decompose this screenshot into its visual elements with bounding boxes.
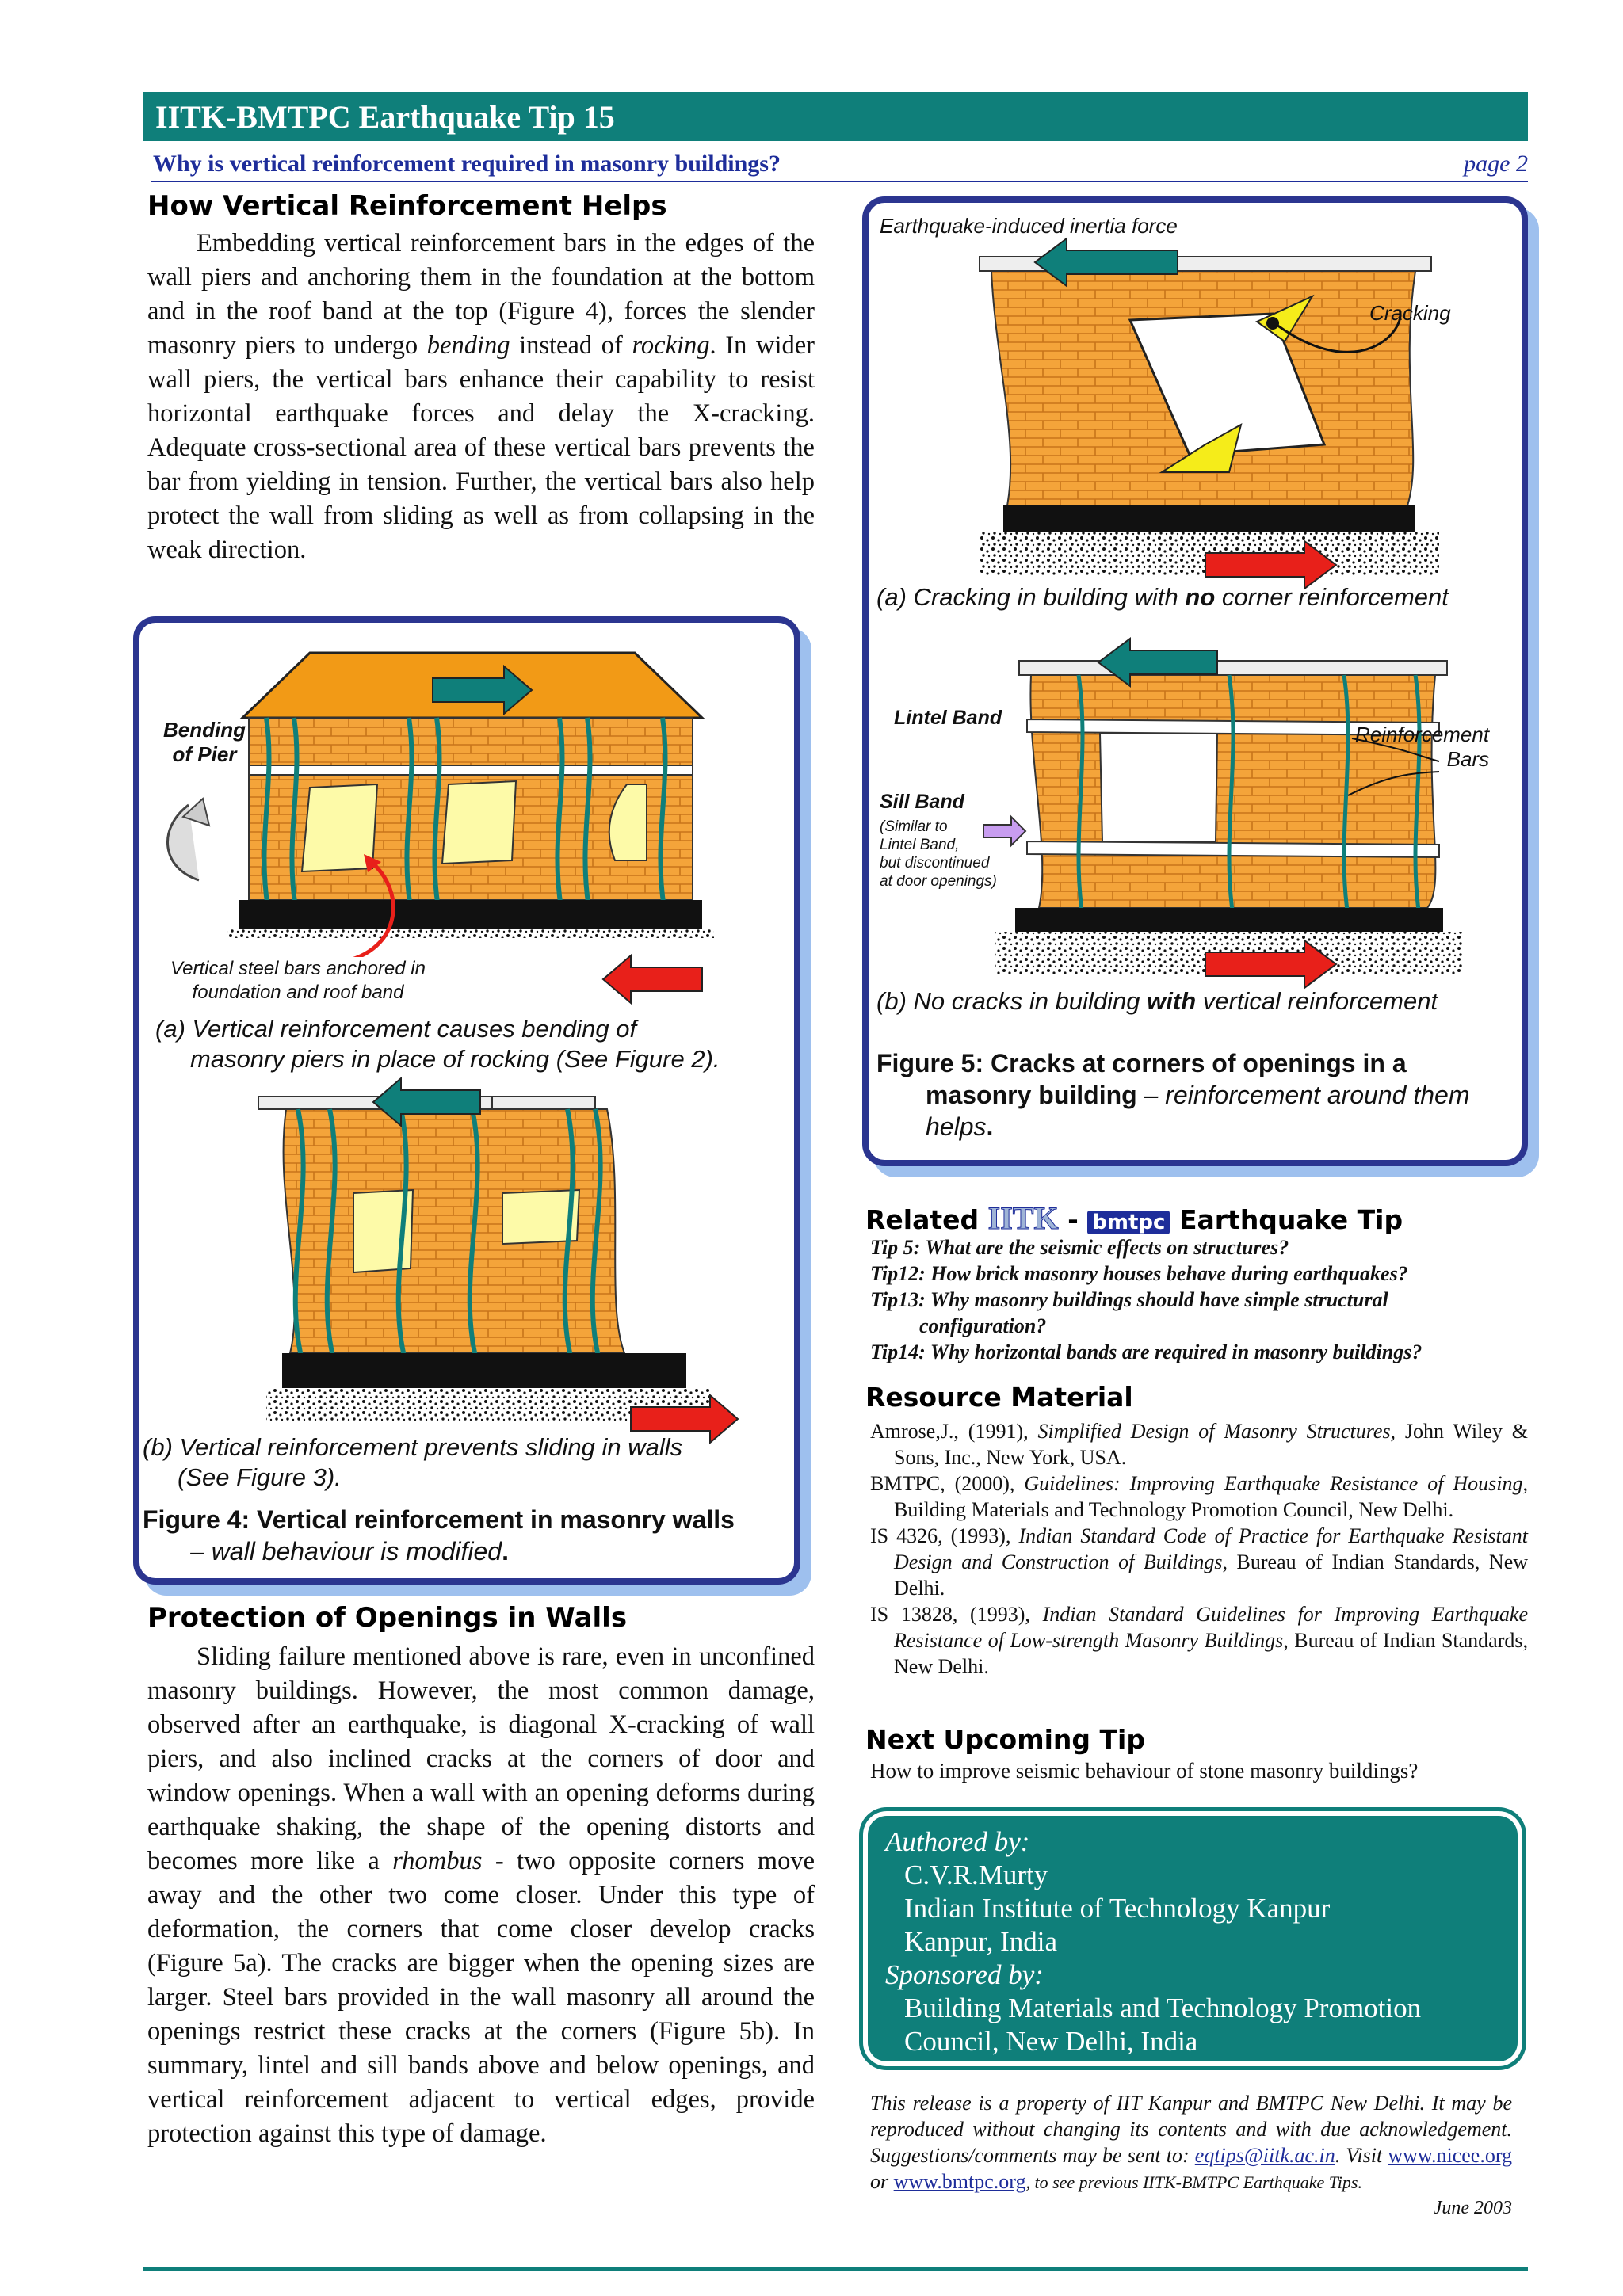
label-line: Reinforcement bbox=[1355, 723, 1490, 746]
resource-list bbox=[870, 1418, 1528, 1680]
title-dot: . bbox=[986, 1112, 994, 1141]
caption-line: (a) Vertical reinforcement causes bending of bbox=[155, 1015, 637, 1043]
related-post: Earthquake Tip bbox=[1178, 1204, 1403, 1235]
resource-heading: Resource Material bbox=[865, 1382, 1133, 1413]
page-number: page 2 bbox=[1464, 151, 1528, 177]
section1-paragraph bbox=[147, 227, 815, 567]
section2-body bbox=[147, 1640, 815, 2151]
list-item: Tip 5: What are the seismic effects on structures? bbox=[870, 1236, 1289, 1259]
author-box bbox=[868, 1816, 1518, 2061]
text: - two opposite corners move away and the other two come closer. Under this type of deformation, the corners that come closer develop cracks (Figure 5a). The cracks are bigger when the opening sizes are larger. Steel bars provided in the wall masonry all around the openings restrict these cracks at the corners (Figure 5b). In summary, lintel and sill bands above and below openings, and vertical reinforcement adjacent to vertical edges, provide protection against this type of damage. bbox=[147, 1847, 815, 2148]
related-heading bbox=[865, 1199, 1403, 1237]
text: Sliding failure mentioned above is rare, even in unconfined masonry buildings. However, the most common damage, observed after an earthquake, is diagonal X-cracking of wall piers, and also inclined cracks at the corners of door and window openings. When a wall with an opening deforms during earthquake shaking, the shape of the opening distorts and becomes more like a bbox=[147, 1642, 815, 1875]
text: Simplified Design of Masonry Structures, bbox=[1037, 1420, 1396, 1443]
caption-bold: with bbox=[1147, 987, 1197, 1015]
caption-line: (b) Vertical reinforcement prevents sliding in walls bbox=[143, 1433, 683, 1461]
em-bending: bending bbox=[426, 331, 510, 360]
foundation bbox=[239, 900, 702, 929]
list-item bbox=[870, 1523, 1528, 1601]
note-line: Lintel Band, bbox=[880, 837, 960, 853]
lintel-band bbox=[249, 765, 693, 775]
sponsor-line: Building Materials and Technology Promotion bbox=[904, 1993, 1422, 2023]
note-line: but discontinued bbox=[880, 855, 990, 871]
figure-4-title bbox=[143, 1504, 735, 1567]
em-rhombus: rhombus bbox=[392, 1847, 483, 1875]
text: Indian Standard Guidelines for Improving Earthquake Resistance of Low-strength Masonry Buildings bbox=[894, 1603, 1528, 1652]
text: Indian Standard Code of Practice for Earthquake Resistant Design and Construction of Buildings bbox=[894, 1524, 1528, 1573]
caption-text: corner reinforcement bbox=[1215, 583, 1449, 611]
list-item bbox=[870, 1418, 1528, 1470]
note-text: or bbox=[870, 2170, 894, 2193]
list-item: configuration? bbox=[919, 1314, 1047, 1337]
title-line: Figure 4: Vertical reinforcement in masonry walls bbox=[143, 1505, 735, 1534]
next-tip-text: How to improve seismic behaviour of stone masonry buildings? bbox=[870, 1759, 1419, 1783]
sill-band bbox=[1027, 841, 1439, 857]
text: , Bureau of Indian Standards, New Delhi. bbox=[894, 1550, 1529, 1600]
text: . In wider wall piers, the vertical bars enhance their capability to resist horizontal earthquake forces and delay the X-cracking. Adequate cross-sectional area of these vertical bars prevents the bar from yielding in tension. Further, the vertical bars also help protect the wall from sliding as well as from collapsing in the weak direction. bbox=[147, 331, 815, 564]
bmtpc-logo: bmtpc bbox=[1087, 1211, 1170, 1234]
title-line: – wall behaviour is modified bbox=[190, 1537, 502, 1566]
section-heading-vertical-reinforcement: How Vertical Reinforcement Helps bbox=[147, 190, 667, 222]
author-institute: Indian Institute of Technology Kanpur bbox=[904, 1893, 1331, 1924]
title-dot: . bbox=[502, 1537, 509, 1566]
text: Embedding vertical reinforcement bars in the edges of the wall piers and anchoring them in the foundation at the bottom and in the roof band at the top (Figure 4), forces the slender masonry piers to undergo bbox=[147, 229, 815, 360]
related-dash: - bbox=[1067, 1204, 1079, 1235]
figure-5-drawing bbox=[869, 203, 1522, 1160]
list-item: Tip12: How brick masonry houses behave during earthquakes? bbox=[870, 1262, 1408, 1285]
title-line: Figure 5: Cracks at corners of openings in a bbox=[876, 1049, 1407, 1077]
text: Guidelines: Improving Earthquake Resistance of Housing bbox=[1024, 1472, 1523, 1495]
release-date: June 2003 bbox=[1433, 2198, 1512, 2218]
nicee-link[interactable]: www.nicee.org bbox=[1388, 2144, 1513, 2167]
header-bar bbox=[143, 92, 1528, 141]
label-bending-of-pier bbox=[157, 718, 252, 767]
caption-text: (a) Cracking in building with bbox=[876, 583, 1186, 611]
label-line: Bending bbox=[163, 718, 246, 742]
section1-body bbox=[147, 227, 815, 567]
subtitle-question: Why is vertical reinforcement required in masonry buildings? bbox=[153, 151, 781, 177]
figure-5-title bbox=[876, 1047, 1469, 1142]
email-link[interactable]: eqtips@iitk.ac.in bbox=[1194, 2144, 1335, 2167]
sponsor-line: Council, New Delhi, India bbox=[904, 2026, 1198, 2057]
figure-4a-caption bbox=[155, 1014, 720, 1074]
list-item: Tip13: Why masonry buildings should have simple structural bbox=[870, 1288, 1388, 1311]
caption-line: masonry piers in place of rocking (See Figure 2). bbox=[190, 1045, 720, 1073]
text: IS 13828, (1993), bbox=[870, 1603, 1043, 1626]
list-item: Tip14: Why horizontal bands are required in masonry buildings? bbox=[870, 1341, 1423, 1363]
list-item bbox=[870, 1470, 1528, 1523]
label-line: foundation and roof band bbox=[192, 982, 404, 1003]
text: , Building Materials and Technology Promotion Council, New Delhi. bbox=[894, 1472, 1528, 1521]
list-item bbox=[870, 1601, 1528, 1680]
label-inertia-force: Earthquake-induced inertia force bbox=[880, 214, 1178, 238]
label-reinforcement-bars bbox=[1355, 723, 1489, 772]
related-pre: Related bbox=[865, 1204, 980, 1235]
em-rocking: rocking bbox=[632, 331, 710, 360]
sponsored-label: Sponsored by: bbox=[885, 1959, 1044, 1990]
figure-4-box bbox=[133, 616, 800, 1585]
text: , Bureau of Indian Standards, New Delhi. bbox=[894, 1629, 1528, 1678]
related-tips-list bbox=[870, 1234, 1528, 1365]
note-line: at door openings) bbox=[880, 873, 997, 890]
caption-line: (See Figure 3). bbox=[178, 1463, 342, 1491]
section2-paragraph bbox=[147, 1640, 815, 2151]
figure-4b-caption bbox=[143, 1432, 682, 1493]
author-name: C.V.R.Murty bbox=[904, 1859, 1048, 1890]
label-line: Bars bbox=[1446, 747, 1490, 771]
subtitle-rule bbox=[151, 181, 1528, 182]
text: Amrose,J., (1991), bbox=[870, 1420, 1038, 1443]
figure-5b-caption bbox=[876, 987, 1438, 1016]
title-text: masonry building bbox=[926, 1081, 1137, 1109]
label-cracking: Cracking bbox=[1369, 301, 1451, 325]
iitk-logo: IITK bbox=[987, 1200, 1059, 1236]
bottom-rule bbox=[143, 2267, 1528, 2271]
note-text: , to see previous IITK-BMTPC Earthquake Tips. bbox=[1025, 2172, 1362, 2192]
label-sill-note bbox=[880, 818, 997, 891]
figure-5-box bbox=[862, 196, 1528, 1166]
label-sill-band: Sill Band bbox=[880, 791, 964, 813]
label-lintel-band: Lintel Band bbox=[894, 707, 1002, 729]
text: IS 4326, (1993), bbox=[870, 1524, 1019, 1547]
label-line: of Pier bbox=[172, 742, 237, 766]
author-place: Kanpur, India bbox=[904, 1926, 1057, 1957]
caption-text: vertical reinforcement bbox=[1196, 987, 1438, 1015]
arrow-left-red bbox=[603, 955, 702, 1003]
caption-text: (b) No cracks in building bbox=[876, 987, 1148, 1015]
figure-5a-caption bbox=[876, 583, 1449, 612]
next-tip-heading: Next Upcoming Tip bbox=[865, 1724, 1145, 1755]
note-text: This release is a property of IIT Kanpur and BMTPC New Delhi. It may be reproduced without changing its contents and with due acknowledgement. Suggestions/comments may be sent to: bbox=[870, 2092, 1512, 2167]
title-text: helps bbox=[926, 1112, 987, 1141]
note-line: (Similar to bbox=[880, 818, 948, 835]
header-title: IITK-BMTPC Earthquake Tip 15 bbox=[155, 99, 615, 135]
text: BMTPC, (2000), bbox=[870, 1472, 1025, 1495]
label-line: Vertical steel bars anchored in bbox=[170, 958, 426, 979]
text: instead of bbox=[510, 331, 632, 360]
title-text: – reinforcement around them bbox=[1136, 1081, 1470, 1109]
release-note bbox=[870, 2090, 1512, 2222]
note-text: . Visit bbox=[1335, 2144, 1388, 2167]
bmtpc-link[interactable]: www.bmtpc.org bbox=[893, 2170, 1026, 2193]
text: John Wiley & Sons, Inc., New York, USA. bbox=[894, 1420, 1528, 1469]
section-heading-protection-openings: Protection of Openings in Walls bbox=[147, 1602, 628, 1634]
label-anchored-bars bbox=[139, 957, 456, 1005]
caption-bold: no bbox=[1185, 583, 1216, 611]
authored-label: Authored by: bbox=[885, 1826, 1030, 1857]
